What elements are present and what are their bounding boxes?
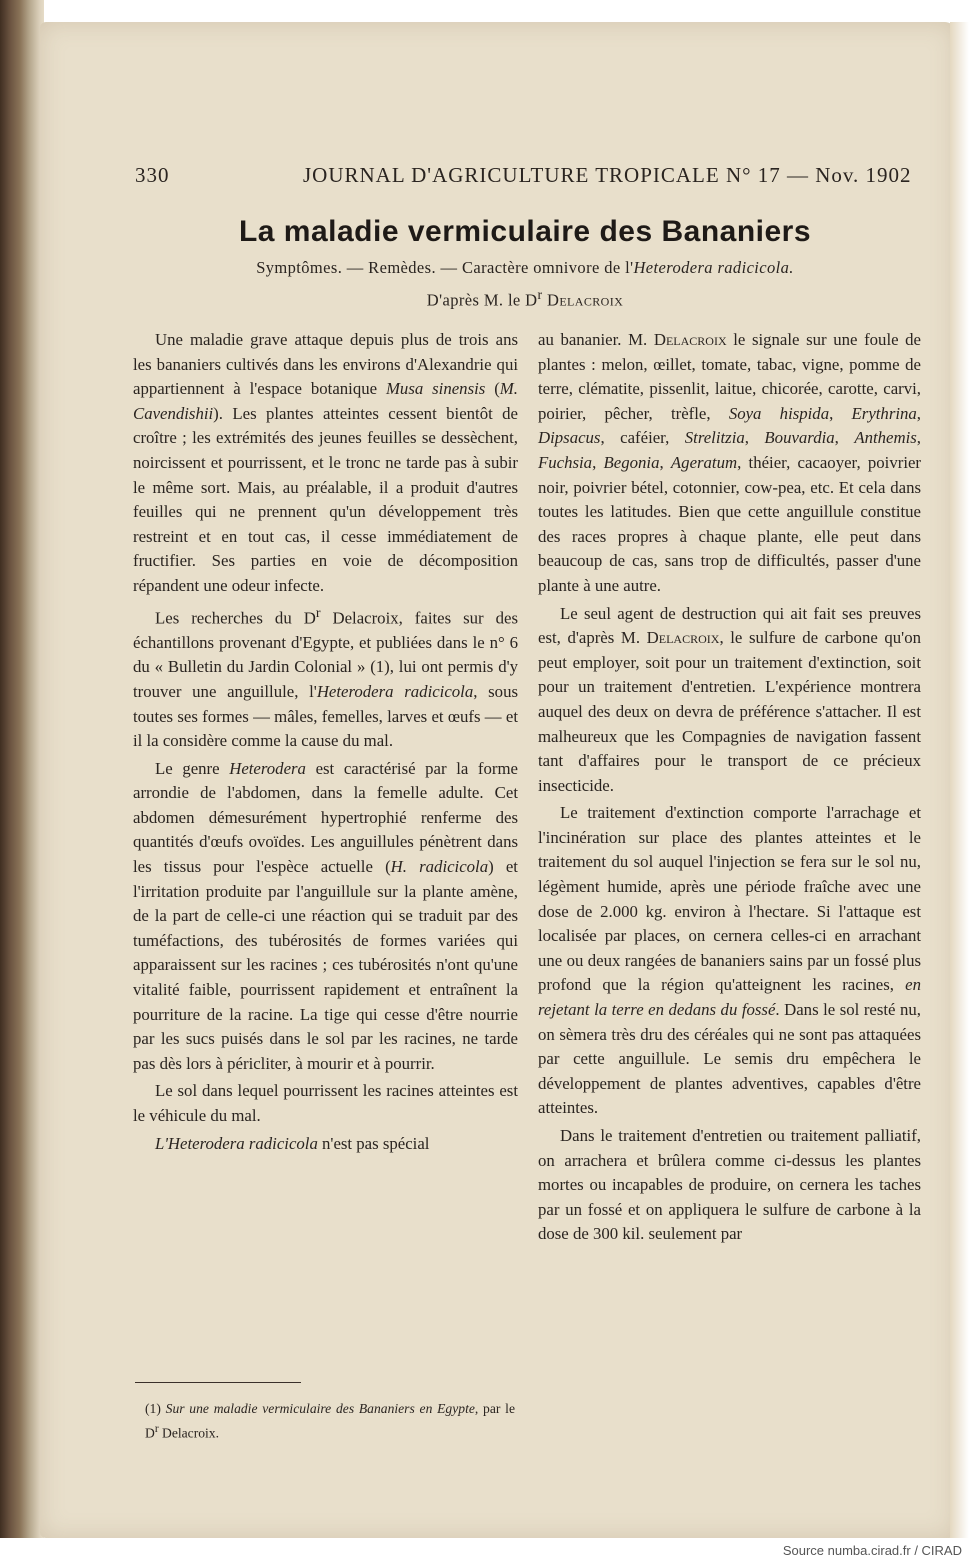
emphasis: en rejetant la terre en dedans du fossé [538, 975, 921, 1020]
text-run: , [659, 452, 671, 472]
text-run: Le traitement d'extinction comporte l'arrachage et l'incinération sur place des plantes atteintes et le traitement du sol auquel l'injection se fera sur le sol nu, légèment humide, après une période fraîche avec une dose de 2.000 kg. environ à l'hectare. Si l'attaque est localisée par places, on cernera celles-ci en arrachant une ou deux rangées de bananiers sains par un fossé plus profond que la région qu'atteignent les racines, [538, 803, 921, 995]
article-byline [0, 287, 969, 311]
species-name: Musa sinensis [385, 379, 486, 399]
plant-name: Fuchsia [538, 452, 593, 472]
footnote-title: Sur une maladie vermiculaire des Bananiers en Egypte [165, 1401, 475, 1416]
subtitle-species: Heterodera radicicola. [633, 258, 794, 277]
right-paragraph-4: Dans le traitement d'entretien ou traitement palliatif, on arrachera et brûlera comme ci-dessus les plantes mortes ou incapables de produire, on cernera les taches par un fossé et on appliquera le sulfure de carbone à la dose de 300 kil. seulement par [538, 1126, 921, 1244]
footnote-marker: (1) [145, 1401, 161, 1416]
page-number: 330 [135, 163, 170, 187]
text-run: ) et l'irritation produite par l'anguillule sur la plante amène, de la part de celle-ci une réaction qui se traduit par des tuméfactions, des tubérosités de formes variées qui apparaissent sur les racines ; ces tubérosités n'ont qu'une vitalité faible, pourrissent rapidement et entraînent la pourriture de la racine. La tige qui cesse d'être nourrie par les sucs puisés dans le sol par les racines, ne tarde pas dès lors à péricliter, à mourir et à pourrir. [133, 857, 518, 1073]
right-paragraph-1 [538, 328, 921, 599]
text-run: ). Les plantes atteintes cessent bientôt de croître ; les extrémités des jeunes feuilles se dessèchent, noircissent et pourrissent, et le tronc ne tarde pas à subir le même sort. Mais, au préalable, il a produit d'autres feuilles qui ne prennent qu'un développement très restreint et en tout cas, il cesse immédiatement de fructifier. Ses parties en voie de décomposition répandent une odeur infecte. [133, 403, 518, 595]
superscript: r [154, 1423, 159, 1435]
left-column [133, 328, 518, 1156]
text-run: Le genre [155, 758, 230, 778]
text-run: ( [485, 379, 500, 399]
plant-name: Ageratum [670, 452, 738, 472]
plant-name: Erythrina [851, 403, 917, 423]
plant-name: Bouvardia [764, 428, 835, 448]
right-paragraph-3 [538, 801, 921, 1121]
species-name: H. radicicola [390, 857, 489, 877]
text-run: Delacroix. [158, 1425, 219, 1441]
footnote-rule [135, 1382, 301, 1383]
text-run: au bananier. M. [538, 330, 654, 349]
byline-prefix: D'après M. le D [426, 290, 538, 310]
text-run: , par le D [145, 1401, 515, 1441]
text-run: , caféier, [600, 428, 685, 448]
subtitle-text: Symptômes. — Remèdes. — Caractère omnivore de l' [256, 258, 634, 277]
plant-name: Strelitzia [684, 428, 745, 448]
text-run: , [592, 452, 604, 472]
text-run: le signale sur une foule de plantes : melon, œillet, tomate, tabac, vigne, pomme de terre, clématite, pissenlit, laitue, chicorée, carotte, carvi, poirier, pêcher, trèfle, [538, 330, 922, 423]
footnote [145, 1398, 515, 1444]
byline-sup: r [537, 287, 543, 302]
running-title: JOURNAL D'AGRICULTURE TROPICALE N° 17 — Nov. 1902 [303, 163, 912, 187]
left-paragraph-2 [133, 602, 518, 754]
right-column [538, 328, 921, 1250]
plant-name: Anthemis [854, 428, 917, 448]
species-name: L'Heterodera radicicola [155, 1133, 318, 1153]
text-run: , [744, 428, 765, 448]
right-paragraph-2 [538, 602, 921, 799]
text-run: , théier, cacaoyer, poivrier noir, poivrier bétel, cotonnier, cow-pea, etc. Et cela dans toutes les latitudes. Bien que cette anguillule constitue des races propres à chaque plante, elle peut dans beaucoup de cas, sans trop de difficultés, passer d'une plante à une autre. [538, 452, 922, 595]
text-run: est caractérisé par la forme arrondie de l'abdomen, dans la femelle adulte. Cet abdomen démesurément hypertrophié renferme des quantités d'œufs ovoïdes. Les anguillules pénètrent dans les tissus pour l'espèce actuelle ( [133, 758, 518, 877]
text-run: n'est pas spécial [317, 1133, 430, 1153]
text-run: , sous toutes ses formes — mâles, femelles, larves et œufs — et il la considère comme la cause du mal. [133, 681, 518, 751]
left-paragraph-3 [133, 757, 518, 1077]
left-paragraph-1 [133, 328, 518, 599]
text-run: , [834, 428, 855, 448]
text-run: , [916, 403, 921, 423]
byline-author: Delacroix [547, 290, 624, 310]
plant-name: Dipsacus [538, 428, 601, 448]
plant-name: Soya hispida [728, 403, 830, 423]
text-run: , [916, 428, 921, 448]
text-run: Une maladie grave attaque depuis plus de trois ans les bananiers cultivés dans les environs d'Alexandrie qui appartiennent à l'espace botanique [133, 330, 518, 399]
article-subtitle [0, 258, 969, 278]
source-credit: Source numba.cirad.fr / CIRAD [782, 1543, 962, 1558]
text-run: Les recherches du D [155, 608, 316, 628]
text-run: , [829, 403, 852, 423]
article-title: La maladie vermiculaire des Bananiers [238, 215, 812, 248]
text-run: . Dans le sol resté nu, on sèmera très dru des céréales qui ne sont pas attaquées par cette anguillule. Le semis dru empêchera le développement de plantes adventives, capables d'être atteintes. [538, 1000, 921, 1118]
author-name: Delacroix [646, 628, 720, 648]
page-edge [950, 22, 969, 1538]
author-name: Delacroix [653, 330, 727, 349]
plant-name: Begonia [603, 452, 660, 472]
left-paragraph-5 [133, 1132, 518, 1157]
text-run: Delacroix, faites sur des échantillons provenant d'Egypte, et publiées dans le n° 6 du « Bulletin du Jardin Colonial » (1), lui ont permis d'y trouver une anguillule, l' [133, 608, 518, 701]
species-name: Heterodera radicicola [316, 681, 474, 701]
genus-name: Heterodera [229, 758, 306, 778]
species-name: M. Cavendishii [133, 379, 518, 423]
left-paragraph-4: Le sol dans lequel pourrissent les racines atteintes est le véhicule du mal. [133, 1081, 518, 1125]
text-run: Le seul agent de destruction qui ait fait ses preuves est, d'après M. [538, 603, 921, 648]
superscript: r [315, 605, 321, 621]
text-run: , le sulfure de carbone qu'on peut employer, soit pour un traitement d'extinction, soit pour un traitement d'entretien. L'expérience montrera auquel des deux on devra de préférence s'attacher. Il est malheureux que les Compagnies de navigation fassent tant d'affaires pour le transport de ce précieux insecticide. [538, 628, 921, 795]
